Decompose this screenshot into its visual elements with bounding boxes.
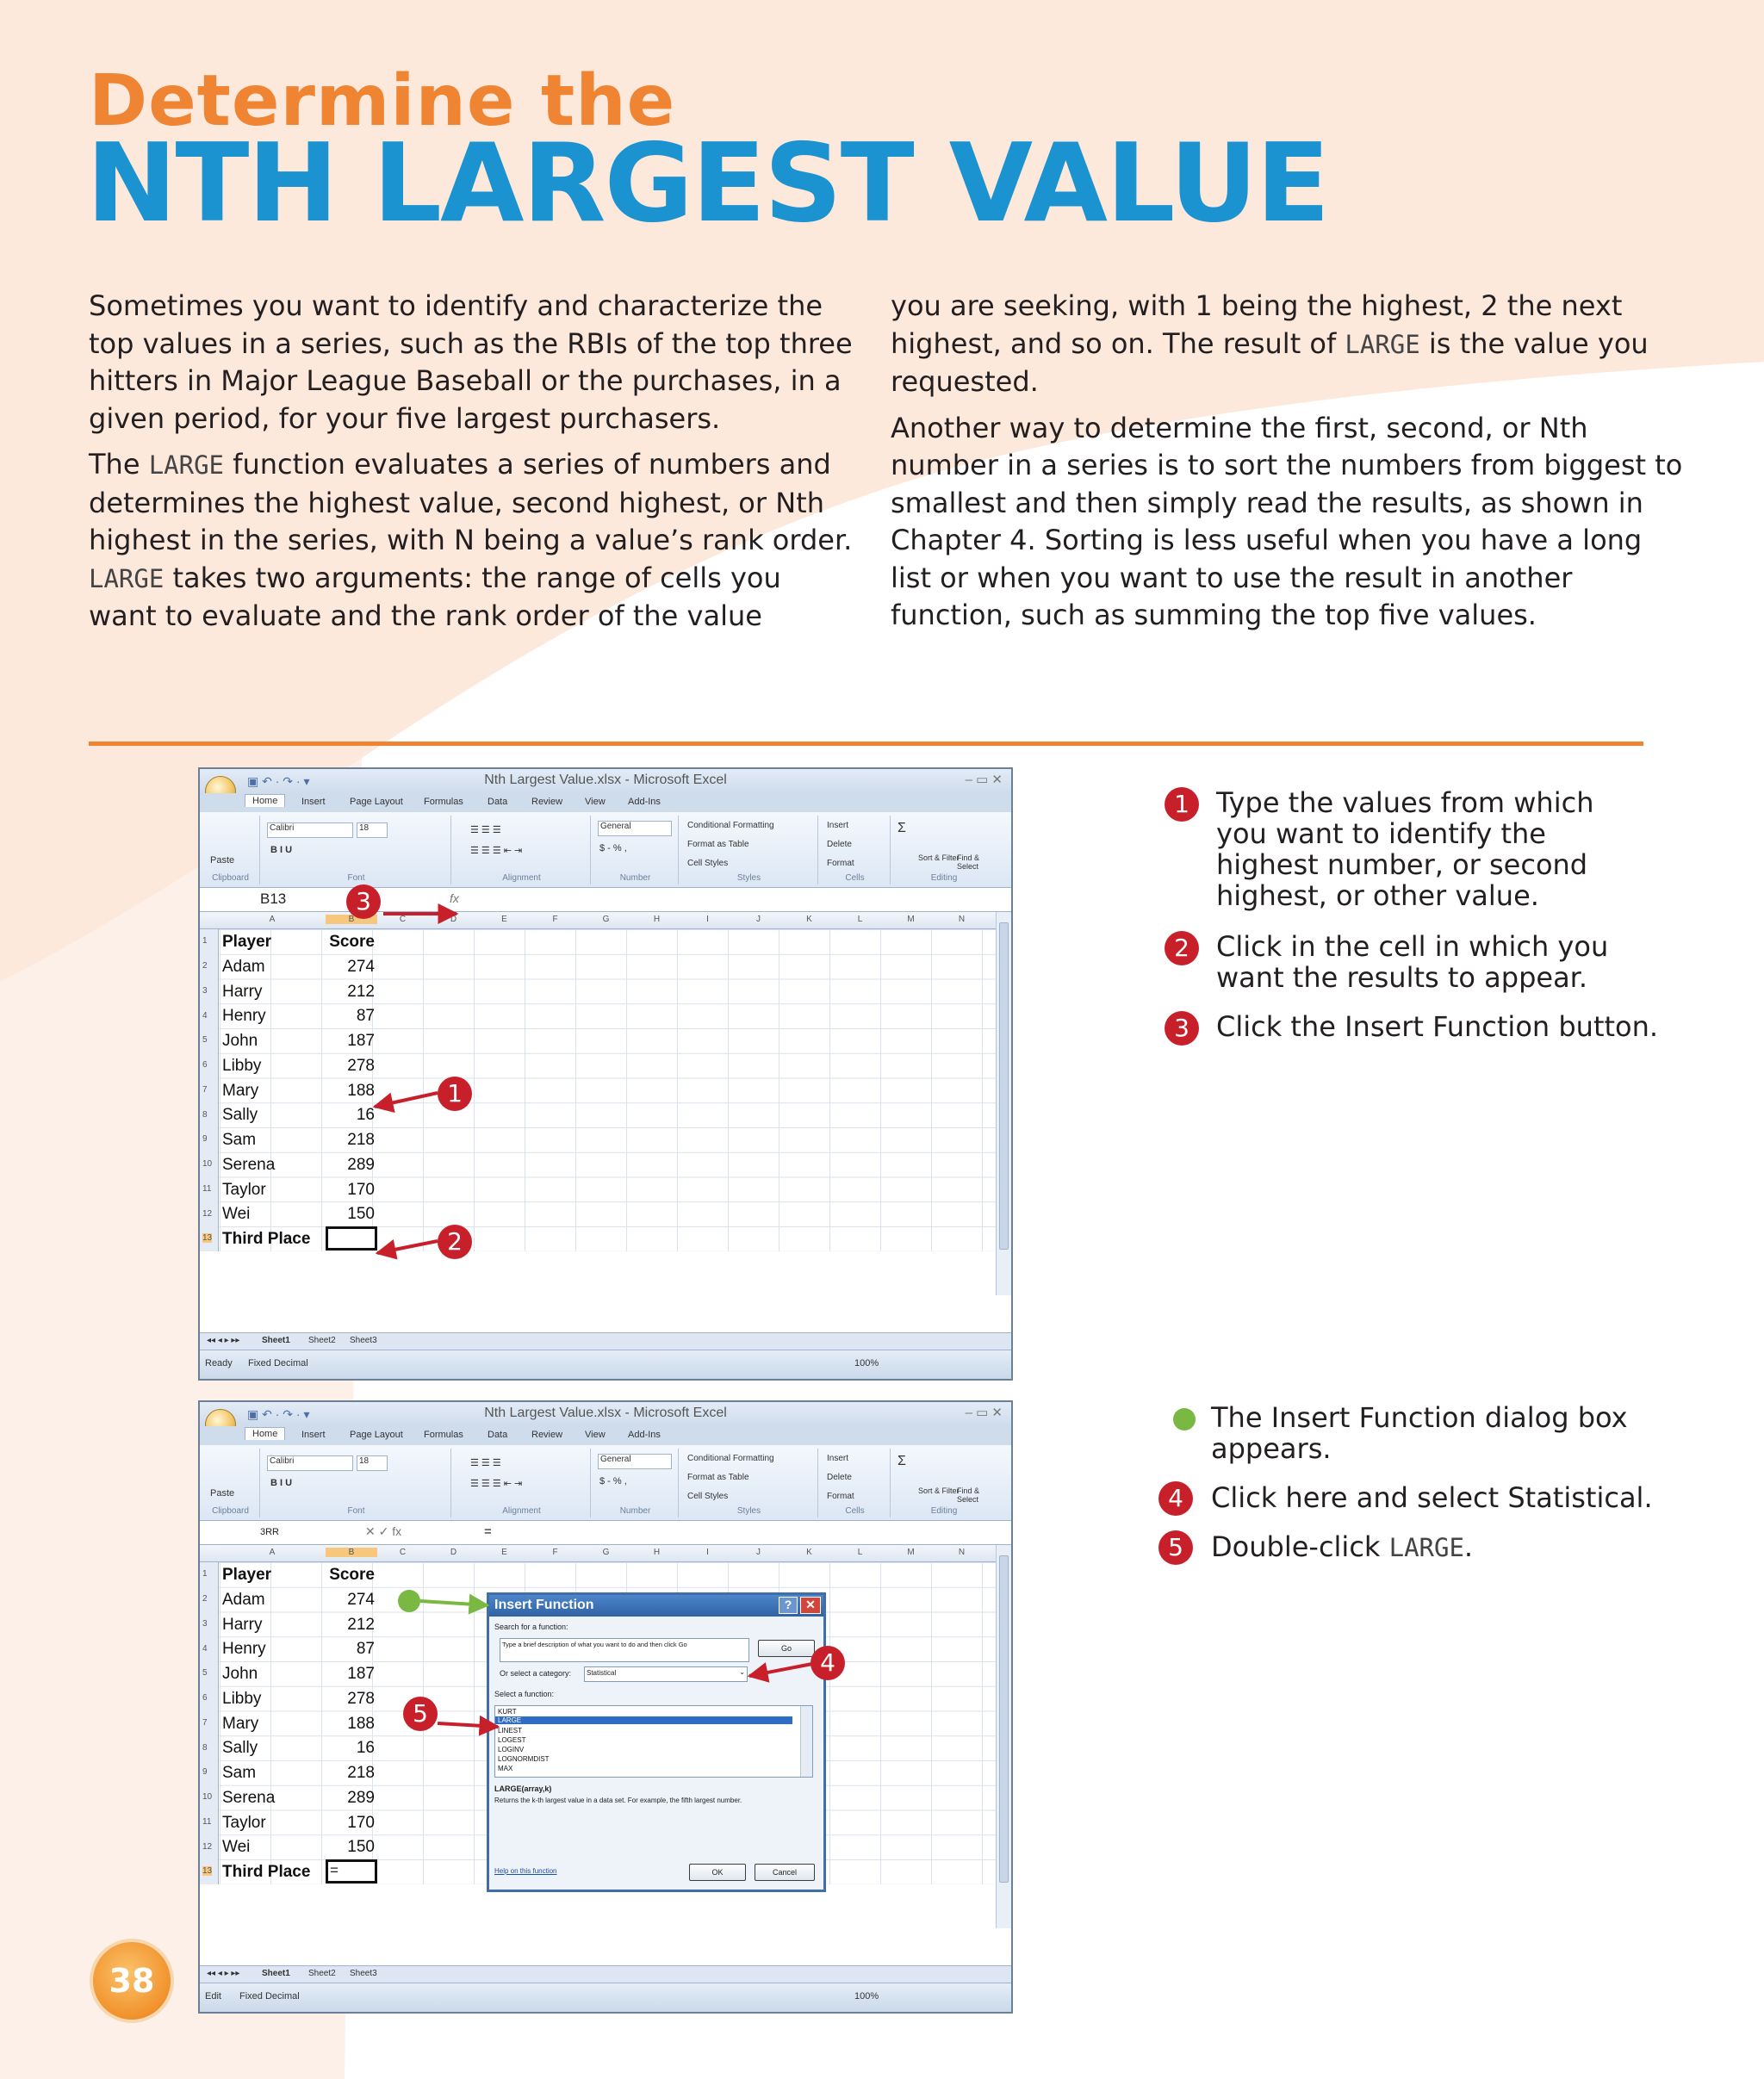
status-bar [200, 1983, 1011, 2012]
function-list[interactable] [494, 1705, 813, 1778]
third-place-label[interactable]: Third Place [222, 1230, 311, 1248]
column-headers: A B C D E F G H I J K L M N [200, 1545, 1011, 1562]
close-icon[interactable]: ✕ [800, 1597, 821, 1614]
sheet-tab-1[interactable]: Sheet1 [262, 1969, 290, 1978]
tab-data[interactable]: Data [488, 797, 508, 807]
insert-cells-button[interactable]: Insert [827, 821, 849, 830]
ribbon-tabs [200, 1426, 1011, 1445]
select-function-label: Select a function: [494, 1690, 555, 1698]
dialog-title: Insert Function [494, 1598, 594, 1612]
list-item[interactable]: LOGINV [498, 1746, 525, 1753]
name-box[interactable]: 3RR [260, 1527, 280, 1537]
player-name[interactable]: Henry [222, 1640, 266, 1658]
player-name[interactable]: Harry [222, 1616, 263, 1634]
function-signature: LARGE(array,k) [494, 1784, 552, 1793]
format-as-table-button[interactable]: Format as Table [687, 1473, 749, 1482]
quick-access-toolbar[interactable]: ▣ ↶ · ↷ · ▾ [247, 1407, 310, 1421]
category-label: Or select a category: [500, 1669, 572, 1678]
player-name[interactable]: Wei [222, 1205, 251, 1223]
player-score[interactable]: 212 [347, 983, 375, 1001]
window-controls[interactable]: – ▭ ✕ [965, 773, 1003, 787]
styles-group: Conditional Formatting Format as Table Cell Styles Styles [680, 816, 818, 884]
number-format-box[interactable]: General [598, 821, 672, 836]
sheet-tab-2[interactable]: Sheet2 [308, 1336, 336, 1345]
conditional-formatting-button[interactable]: Conditional Formatting [687, 821, 774, 830]
status-mode: Edit [205, 1991, 221, 2001]
alignment-group: ☰ ☰ ☰ ☰ ☰ ☰ ⇤ ⇥ Alignment [453, 1449, 591, 1517]
font-name-box[interactable]: Calibri [267, 822, 353, 838]
ribbon [200, 812, 1011, 888]
ribbon-tabs [200, 793, 1011, 812]
step-5-text: Double-click LARGE. [1211, 1530, 1474, 1563]
intro-paragraph-3: you are seeking, with 1 being the highest, 2 the next highest, and so on. The result of LARGE is the value you requested. [891, 289, 1649, 398]
step-4-text: Click here and select Statistical. [1211, 1481, 1653, 1514]
excel-window-1 [198, 767, 1013, 1381]
sheet-tab-3[interactable]: Sheet3 [350, 1969, 377, 1978]
ok-button[interactable]: OK [689, 1864, 746, 1881]
player-name[interactable]: Adam [222, 958, 265, 976]
callout-4: 4 [811, 1646, 845, 1680]
cell-b1[interactable]: Score [329, 1566, 375, 1584]
player-score[interactable]: 289 [347, 1156, 375, 1174]
sort-filter-button[interactable]: Sort & Filter [918, 1486, 960, 1495]
player-score[interactable]: 212 [347, 1616, 375, 1634]
indent-icon[interactable]: ☰ ☰ ☰ ⇤ ⇥ [470, 846, 523, 856]
tab-insert[interactable]: Insert [301, 797, 326, 807]
sheet-tab-1[interactable]: Sheet1 [262, 1336, 290, 1345]
clipboard-group: Paste Clipboard [202, 1449, 260, 1517]
player-score[interactable]: 150 [347, 1205, 375, 1223]
vertical-scrollbar[interactable] [996, 1545, 1011, 1928]
player-name[interactable]: Harry [222, 983, 263, 1001]
zoom-level[interactable]: 100% [854, 1991, 879, 2001]
player-name[interactable]: Mary [222, 1082, 259, 1100]
quick-access-toolbar[interactable]: ▣ ↶ · ↷ · ▾ [247, 774, 310, 788]
player-name[interactable]: Sam [222, 1131, 257, 1149]
player-score[interactable]: 218 [347, 1131, 375, 1149]
player-name[interactable]: Taylor [222, 1814, 266, 1832]
player-score[interactable]: 274 [347, 1591, 375, 1609]
player-name[interactable]: Serena [222, 1789, 276, 1807]
code-large: LARGE [1345, 329, 1420, 359]
window-title: Nth Largest Value.xlsx - Microsoft Excel [484, 773, 727, 787]
find-select-button[interactable]: Find & Select [957, 1486, 980, 1504]
function-description: Returns the k-th largest value in a data set. For example, the fifth largest number. [494, 1797, 742, 1804]
font-group: Calibri 18 B I U Font [262, 816, 451, 884]
format-as-table-button[interactable]: Format as Table [687, 840, 749, 849]
insert-function-button[interactable]: fx [450, 891, 459, 905]
sheet-nav-icon[interactable]: ◂◂ ◂ ▸ ▸▸ [207, 1969, 240, 1978]
delete-cells-button[interactable]: Delete [827, 1473, 852, 1482]
cell-a1[interactable]: Player [222, 933, 272, 951]
find-select-button[interactable]: Find & Select [957, 853, 980, 871]
go-button[interactable]: Go [758, 1640, 815, 1657]
dialog-title-bar [489, 1595, 823, 1617]
cell-styles-button[interactable]: Cell Styles [687, 1492, 729, 1501]
player-score[interactable]: 187 [347, 1665, 375, 1683]
tab-insert[interactable]: Insert [301, 1430, 326, 1440]
font-name-box[interactable]: Calibri [267, 1455, 353, 1471]
tab-view[interactable]: View [585, 1430, 606, 1440]
player-score[interactable]: 274 [347, 958, 375, 976]
active-cell-b13[interactable] [326, 1226, 377, 1251]
page-number: 38 [90, 1939, 174, 2023]
format-cells-button[interactable]: Format [827, 1492, 854, 1501]
status-mode: Ready [205, 1358, 233, 1368]
list-item[interactable]: LOGEST [498, 1736, 526, 1744]
step-bullet-dot [1173, 1408, 1196, 1430]
cells-group: Insert Delete Format Cells [820, 816, 891, 884]
player-name[interactable]: Wei [222, 1838, 251, 1856]
list-item[interactable]: KURT [498, 1708, 517, 1716]
window-controls[interactable]: – ▭ ✕ [965, 1406, 1003, 1420]
zoom-level[interactable]: 100% [854, 1358, 879, 1368]
search-label: Search for a function: [494, 1623, 568, 1631]
ribbon [200, 1445, 1011, 1521]
title-bar [200, 769, 1011, 793]
tab-page-layout[interactable]: Page Layout [350, 1430, 403, 1440]
code-large: LARGE [148, 450, 224, 480]
formula-bar [200, 1521, 1011, 1545]
list-item-selected[interactable]: LARGE [495, 1716, 792, 1724]
font-size-box[interactable]: 18 [357, 822, 388, 838]
cell-a1[interactable]: Player [222, 1566, 272, 1584]
conditional-formatting-button[interactable]: Conditional Formatting [687, 1454, 774, 1463]
callout-1: 1 [438, 1077, 472, 1111]
align-icon[interactable]: ☰ ☰ ☰ [470, 1458, 501, 1468]
name-box[interactable]: B13 [260, 891, 287, 907]
player-name[interactable]: Henry [222, 1007, 266, 1025]
player-name[interactable]: Libby [222, 1057, 262, 1075]
delete-cells-button[interactable]: Delete [827, 840, 852, 849]
step-number-2: 2 [1165, 931, 1199, 965]
number-group: General $ - % , Number [593, 816, 679, 884]
sort-filter-button[interactable]: Sort & Filter [918, 853, 960, 862]
status-bar [200, 1350, 1011, 1379]
intro-right-column [891, 288, 1683, 643]
code-large: LARGE [1388, 1533, 1464, 1562]
tab-page-layout[interactable]: Page Layout [350, 797, 403, 807]
tab-home[interactable]: Home [245, 1427, 285, 1440]
section-divider [89, 742, 1643, 746]
player-name[interactable]: Libby [222, 1690, 262, 1708]
number-format-buttons[interactable]: $ - % , [599, 1476, 627, 1486]
player-score[interactable]: 278 [347, 1690, 375, 1708]
tab-view[interactable]: View [585, 797, 606, 807]
number-format-buttons[interactable]: $ - % , [599, 843, 627, 853]
autosum-icon[interactable]: Σ [898, 821, 906, 835]
title-bar [200, 1402, 1011, 1426]
intro-left-column [89, 288, 855, 644]
cells-group: Insert Delete Format Cells [820, 1449, 891, 1517]
row-headers: 1 2 3 4 5 6 7 8 9 10 11 12 13 [200, 1562, 219, 1884]
formula-bar [200, 888, 1011, 912]
chevron-down-icon[interactable]: ⌄ [739, 1668, 745, 1676]
align-icon[interactable]: ☰ ☰ ☰ [470, 825, 501, 835]
insert-cells-button[interactable]: Insert [827, 1454, 849, 1463]
green-bullet-marker [398, 1590, 420, 1612]
font-group: Calibri 18 B I U Font [262, 1449, 451, 1517]
paste-button[interactable]: Paste [210, 855, 235, 866]
intro-paragraph-2: The LARGE function evaluates a series of numbers and determines the highest value, second highest, or Nth highest in the series, with N being a value’s rank order. LARGE takes two arguments: the range of cells you want to evaluate and the rank order of the value [89, 448, 853, 632]
callout-5: 5 [403, 1697, 438, 1731]
cell-styles-button[interactable]: Cell Styles [687, 859, 729, 868]
player-score[interactable]: 170 [347, 1181, 375, 1199]
intro-paragraph-1: Sometimes you want to identify and characterize the top values in a series, such as the RBIs of the top three hitters in Major League Baseball or the purchases, in a given period, for your five largest purchasers. [89, 289, 853, 435]
bold-italic-underline-buttons[interactable]: B I U [270, 1478, 293, 1488]
player-name[interactable]: Sally [222, 1106, 258, 1124]
player-name[interactable]: Sally [222, 1739, 258, 1757]
player-name[interactable]: John [222, 1665, 258, 1683]
list-item[interactable]: LINEST [498, 1727, 523, 1735]
step-number-4: 4 [1158, 1481, 1193, 1516]
format-cells-button[interactable]: Format [827, 859, 854, 868]
active-cell-b13[interactable]: = [326, 1859, 377, 1884]
page-title: NTH LARGEST VALUE [86, 120, 1329, 246]
editing-group: Σ Sort & Filter Find & Select Editing [892, 816, 996, 884]
vertical-scrollbar[interactable] [996, 912, 1011, 1295]
sheet-tab-2[interactable]: Sheet2 [308, 1969, 336, 1978]
formula-buttons[interactable]: ✕ ✓ fx [365, 1524, 402, 1538]
tab-home[interactable]: Home [245, 794, 285, 807]
player-name[interactable]: Mary [222, 1715, 259, 1733]
sheet-tabs [200, 1965, 1011, 1983]
insert-function-dialog [487, 1592, 826, 1892]
indent-icon[interactable]: ☰ ☰ ☰ ⇤ ⇥ [470, 1479, 523, 1489]
step-3-text: Click the Insert Function button. [1216, 1010, 1659, 1043]
player-score[interactable]: 170 [347, 1814, 375, 1832]
cell-b1[interactable]: Score [329, 933, 375, 951]
player-score[interactable]: 289 [347, 1789, 375, 1807]
styles-group: Conditional Formatting Format as Table Cell Styles Styles [680, 1449, 818, 1517]
number-group: General $ - % , Number [593, 1449, 679, 1517]
player-name[interactable]: Serena [222, 1156, 276, 1174]
cancel-button[interactable]: Cancel [755, 1864, 815, 1881]
player-score[interactable]: 187 [347, 1032, 375, 1050]
step-number-1: 1 [1165, 787, 1199, 822]
sheet-nav-icon[interactable]: ◂◂ ◂ ▸ ▸▸ [207, 1336, 240, 1345]
player-name[interactable]: John [222, 1032, 258, 1050]
player-name[interactable]: Adam [222, 1591, 265, 1609]
column-headers: A B C D E F G H I J K L M N [200, 912, 1011, 929]
step-1-text: Type the values from which you want to identify the highest number, or second highest, or other value. [1216, 786, 1594, 912]
step-number-5: 5 [1158, 1530, 1193, 1565]
tab-data[interactable]: Data [488, 1430, 508, 1440]
sheet-tab-3[interactable]: Sheet3 [350, 1336, 377, 1345]
window-title: Nth Largest Value.xlsx - Microsoft Excel [484, 1406, 727, 1420]
player-score[interactable]: 87 [356, 1640, 375, 1658]
help-link[interactable]: Help on this function [494, 1867, 557, 1875]
step-2-text: Click in the cell in which you want the results to appear. [1216, 930, 1609, 994]
tab-formulas[interactable]: Formulas [424, 1430, 463, 1440]
search-input[interactable]: Type a brief description of what you want to do and then click Go [500, 1638, 749, 1662]
paste-button[interactable]: Paste [210, 1488, 235, 1499]
alignment-group: ☰ ☰ ☰ ☰ ☰ ☰ ⇤ ⇥ Alignment [453, 816, 591, 884]
player-score[interactable]: 16 [356, 1739, 375, 1757]
intro-paragraph-4: Another way to determine the first, second, or Nth number in a series is to sort the numbers from biggest to smallest and then simply read the results, as shown in Chapter 4. Sorting is less useful when you have a long list or when you want to use the result in another function, such as summing the top five values. [891, 411, 1683, 631]
player-score[interactable]: 16 [356, 1106, 375, 1124]
tab-add-ins[interactable]: Add-Ins [628, 797, 661, 807]
player-score[interactable]: 150 [347, 1838, 375, 1856]
player-name[interactable]: Taylor [222, 1181, 266, 1199]
category-select[interactable]: Statistical ⌄ [584, 1666, 748, 1682]
font-size-box[interactable]: 18 [357, 1455, 388, 1471]
player-score[interactable]: 218 [347, 1764, 375, 1782]
worksheet-grid[interactable] [200, 929, 999, 1251]
number-format-box[interactable]: General [598, 1454, 672, 1469]
player-score[interactable]: 87 [356, 1007, 375, 1025]
tab-formulas[interactable]: Formulas [424, 797, 463, 807]
step-number-3: 3 [1165, 1011, 1199, 1046]
callout-3: 3 [346, 884, 381, 919]
clipboard-group: Paste Clipboard [202, 816, 260, 884]
title-kicker: Determine the [89, 60, 676, 142]
player-name[interactable]: Sam [222, 1764, 257, 1782]
step-bullet-text: The Insert Function dialog box appears. [1211, 1401, 1628, 1465]
autosum-icon[interactable]: Σ [898, 1454, 906, 1468]
player-score[interactable]: 188 [347, 1715, 375, 1733]
bold-italic-underline-buttons[interactable]: B I U [270, 845, 293, 855]
status-fixed-decimal: Fixed Decimal [239, 1991, 300, 2001]
tab-add-ins[interactable]: Add-Ins [628, 1430, 661, 1440]
sheet-tabs [200, 1332, 1011, 1350]
editing-group: Σ Sort & Filter Find & Select Editing [892, 1449, 996, 1517]
help-icon[interactable]: ? [779, 1597, 798, 1614]
status-fixed-decimal: Fixed Decimal [248, 1358, 308, 1368]
player-score[interactable]: 278 [347, 1057, 375, 1075]
player-score[interactable]: 188 [347, 1082, 375, 1100]
list-item[interactable]: MAX [498, 1765, 513, 1772]
row-headers: 1 2 3 4 5 6 7 8 9 10 11 12 13 [200, 929, 219, 1251]
third-place-label[interactable]: Third Place [222, 1863, 311, 1881]
code-large: LARGE [89, 563, 165, 593]
tab-review[interactable]: Review [531, 797, 563, 807]
formula-input[interactable]: = [484, 1524, 492, 1539]
list-scrollbar[interactable] [800, 1706, 812, 1778]
callout-2: 2 [438, 1225, 472, 1259]
tab-review[interactable]: Review [531, 1430, 563, 1440]
list-item[interactable]: LOGNORMDIST [498, 1755, 550, 1763]
